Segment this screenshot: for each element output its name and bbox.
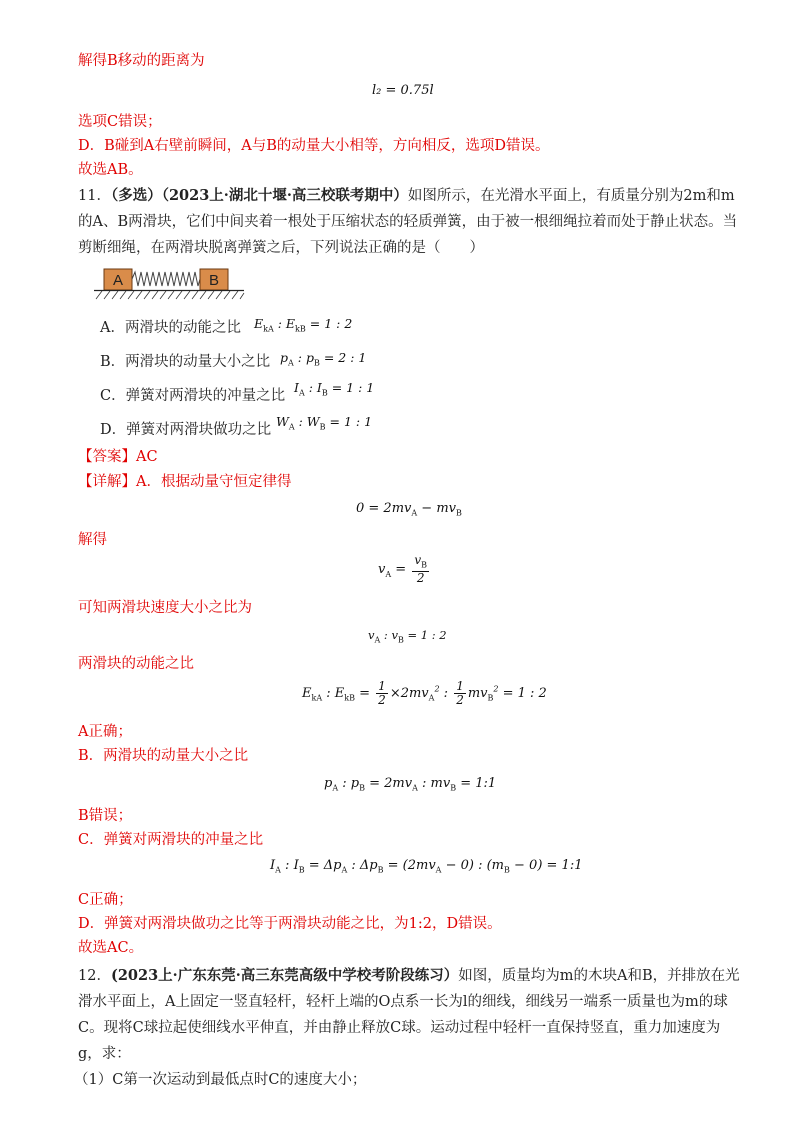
option-d-equation: $W_A$ : $W_B = 1$ : 1 (276, 414, 373, 432)
solution-line: A正确； (78, 724, 132, 740)
option-c-equation: $I_A$ : $I_B = 1$ : 1 (294, 380, 375, 398)
option-d[interactable]: D．弹簧对两滑块做功之比 (100, 422, 272, 438)
spring (132, 272, 200, 286)
solution-line: C正确； (78, 892, 133, 908)
question-12-line2: 滑水平面上，A上固定一竖直轻杆，轻杆上端的O点系一长为l的细线，细线另一端系一质量也为m的球 (78, 994, 728, 1010)
solution-line: 故选AB。 (78, 162, 143, 178)
equation-p: $p_A$ : $p_B = 2mv_A$ : $mv_B$ = 1:1 (324, 776, 497, 793)
equation-ke: $E_{kA}$ : $E_{kB}$ = $\frac{1}{2}$ $\times 2mv_A^2$ : $\frac{1}{2}$ $mv_B^2 = 1$ : 2 (302, 679, 547, 707)
solution-line: 故选AC。 (78, 940, 144, 956)
question-number: 11． (78, 188, 111, 204)
solution-line: 两滑块的动能之比 (78, 656, 194, 672)
ground-hatch (96, 291, 244, 299)
solution-line: D．B碰到A右壁前瞬间，A与B的动量大小相等，方向相反，选项D错误。 (78, 138, 550, 154)
equation-impulse: $I_A$ : $I_B = \Delta p_A$ : $\Delta p_B = (2mv_A - 0)$ : $(m_B - 0)$ = 1:1 (270, 858, 583, 875)
question-tag: (2023上·广东东莞·高三东莞高级中学校考阶段练习） (110, 967, 459, 984)
solution-line: D．弹簧对两滑块做功之比等于两滑块动能之比，为1:2，D错误。 (78, 916, 502, 932)
solution-line: B错误； (78, 808, 133, 824)
option-b-equation: $p_A$ : $p_B = 2$ : 1 (280, 350, 367, 368)
question-tag: （多选）（2023上·湖北十堰·高三校联考期中） (110, 187, 408, 204)
equation-momentum: $0 = 2mv_A - mv_B$ (356, 501, 462, 518)
solution-line: 选项C错误； (78, 114, 162, 130)
detail-line: 【详解】A．根据动量守恒定律得 (78, 474, 292, 490)
question-11-line1 (78, 186, 735, 206)
answer-line: 【答案】AC (78, 449, 158, 465)
option-b[interactable]: B．两滑块的动量大小之比 (100, 354, 271, 370)
solution-line: C．弹簧对两滑块的冲量之比 (78, 832, 264, 848)
question-number: 12． (78, 968, 111, 984)
eq-l2-text: l₂ = 0.75l (372, 83, 434, 98)
question-11-line3: 剪断细绳，在两滑块脱离弹簧之后，下列说法正确的是（ ） (78, 240, 484, 256)
option-c[interactable]: C．弹簧对两滑块的冲量之比 (100, 388, 286, 404)
question-11-line2: 的A、B两滑块，它们中间夹着一根处于压缩状态的轻质弹簧，由于被一根细绳拉着而处于静止状态。当 (78, 214, 738, 230)
question-text: 如图，质量均为m的木块A和B，并排放在光 (458, 968, 740, 984)
block-b-label: B (208, 272, 220, 289)
solution-line: 解得 (78, 532, 107, 548)
solution-line: B．两滑块的动量大小之比 (78, 748, 249, 764)
question-12-line1 (78, 966, 740, 986)
question-12-line3: C。现将C球拉起使细线水平伸直，并由静止释放C球。运动过程中轻杆一直保持竖直，重力加速度为 (78, 1020, 721, 1036)
option-a[interactable]: A．两滑块的动能之比 (100, 320, 241, 336)
equation-va: $v_A$ = $\frac{v_B}{2}$ (378, 553, 427, 586)
equation-l2 (372, 82, 434, 100)
option-a-equation: $E_{kA}$ : $E_{kB} = 1$ : 2 (254, 316, 353, 334)
equation-vratio: $v_A$ : $v_B = 1$ : 2 (368, 628, 447, 645)
block-a-label: A (112, 272, 124, 289)
question-text: 如图所示，在光滑水平面上，有质量分别为2m和m (407, 188, 735, 204)
question-12-sub1: （1）C第一次运动到最低点时C的速度大小； (74, 1072, 367, 1088)
spring-blocks-figure (92, 266, 252, 306)
solution-line: 可知两滑块速度大小之比为 (78, 600, 252, 616)
question-12-line4: g，求： (78, 1046, 131, 1062)
solution-line: 解得B移动的距离为 (78, 53, 205, 69)
